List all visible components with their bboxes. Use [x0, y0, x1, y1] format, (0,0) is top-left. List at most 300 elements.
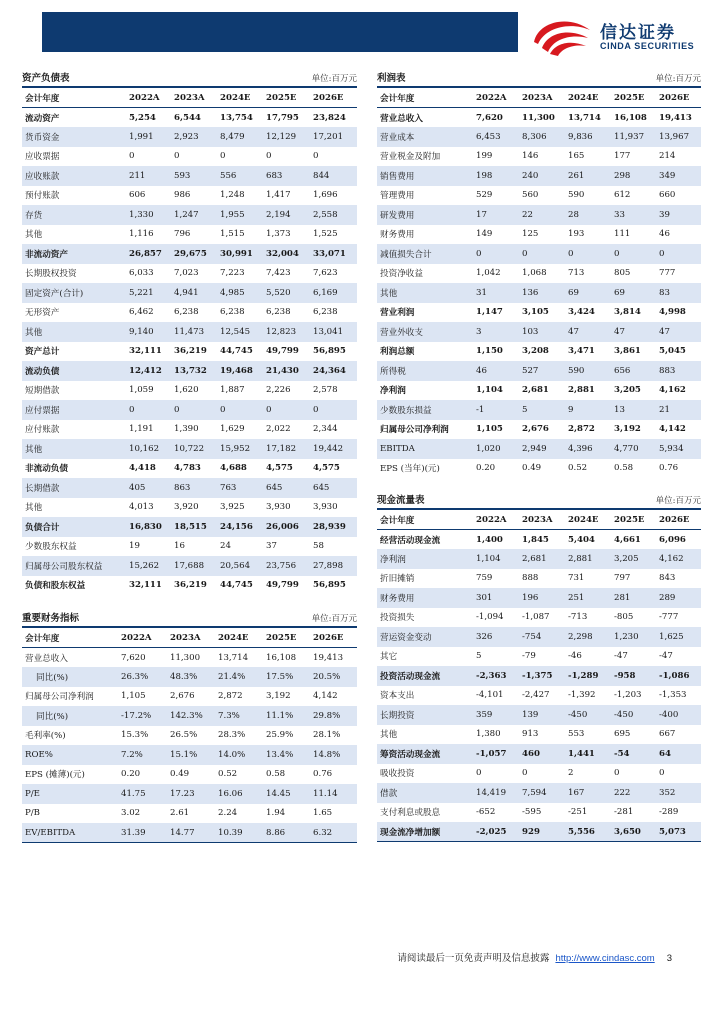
cell-value: 12,412 [126, 361, 171, 381]
column-header-year: 2024E [215, 628, 263, 648]
cell-value: 656 [611, 361, 656, 381]
table-row [377, 647, 701, 667]
cell-value: 0.76 [313, 769, 333, 780]
cell-value: 58 [313, 541, 324, 552]
cell-value: 28 [565, 205, 611, 225]
table-row [22, 205, 357, 225]
row-label: 应收票据 [25, 152, 60, 163]
cell-value: 177 [614, 151, 631, 162]
column-header-year: 2022A [126, 88, 171, 108]
table-row [22, 166, 357, 186]
column-header-year: 2022A [473, 88, 519, 108]
cell-value: -281 [614, 807, 634, 818]
cell-value: 913 [522, 729, 539, 740]
column-header-label: 会计年度 [377, 88, 473, 108]
table-row [377, 530, 701, 550]
table-row [22, 225, 357, 245]
row-label: 无形资产 [25, 308, 60, 319]
cell-value: 298 [611, 166, 656, 186]
cell-value: 214 [659, 151, 676, 162]
row-label: EPS (摊薄)(元) [25, 770, 85, 781]
cell-value: 15.3% [121, 730, 149, 741]
balance-sheet-title: 资产负债表 [22, 73, 70, 84]
cell-value: 0 [611, 244, 656, 264]
cell-value: 0 [220, 151, 226, 162]
cell-value: 13 [611, 400, 656, 420]
cell-value: 19 [129, 541, 140, 552]
cell-value: 3,192 [266, 691, 291, 702]
table-row [22, 648, 357, 668]
cell-value: 5,520 [263, 283, 310, 303]
row-label: 货币资金 [22, 127, 126, 147]
cell-value: 125 [522, 229, 539, 240]
ratios-table [22, 628, 357, 843]
cell-value: 843 [659, 573, 676, 584]
cell-value: 4,575 [313, 463, 340, 474]
table-row [377, 439, 701, 459]
cell-value: 1,515 [220, 229, 245, 240]
table-row [377, 322, 701, 342]
cell-value: 553 [568, 729, 585, 740]
cell-value: 3,930 [266, 502, 291, 513]
cell-value: 39 [656, 205, 701, 225]
cell-value: -289 [659, 807, 679, 818]
row-label: 长期投资 [377, 705, 473, 725]
cell-value: 4,162 [659, 385, 686, 396]
cell-value: 19,442 [310, 439, 357, 459]
cell-value: 3.02 [121, 808, 141, 819]
cell-value: 26,006 [263, 517, 310, 537]
cell-value: 805 [614, 268, 631, 279]
cell-value: 4,985 [217, 283, 263, 303]
table-row [377, 569, 701, 589]
table-row [377, 588, 701, 608]
row-label: 其他 [22, 439, 126, 459]
cell-value: 2,872 [218, 691, 243, 702]
cell-value: -1,353 [659, 690, 687, 701]
cell-value: 0 [266, 151, 272, 162]
table-row [22, 381, 357, 401]
cell-value: 986 [174, 190, 191, 201]
cell-value: 301 [473, 588, 519, 608]
cell-value: 103 [519, 322, 565, 342]
cell-value: 683 [263, 166, 310, 186]
cell-value: 11,473 [171, 322, 217, 342]
cell-value: 20.5% [310, 667, 357, 687]
cell-value: 44,745 [220, 346, 253, 357]
cell-value: 211 [126, 166, 171, 186]
table-row [377, 822, 701, 842]
table-row [22, 706, 357, 726]
cell-value: 7,620 [121, 652, 146, 663]
cell-value: 1,620 [174, 385, 199, 396]
cell-value: 6,544 [174, 112, 201, 123]
cell-value: -754 [519, 627, 565, 647]
cell-value: 460 [519, 744, 565, 764]
cell-value: 0 [522, 768, 528, 779]
cell-value: 5,556 [565, 822, 611, 842]
table-row [22, 361, 357, 381]
cell-value: 590 [568, 190, 585, 201]
cell-value: 19,413 [659, 112, 692, 123]
table-row [22, 745, 357, 765]
table-row [22, 147, 357, 167]
cell-value: 405 [126, 478, 171, 498]
cell-value: 1,955 [217, 205, 263, 225]
row-label: 长期借款 [22, 478, 126, 498]
cell-value: 0.76 [659, 463, 679, 474]
cell-value: 4,418 [129, 463, 156, 474]
column-header-year: 2025E [263, 88, 310, 108]
cell-value: 17.23 [167, 784, 215, 804]
cell-value: 2,872 [568, 424, 595, 435]
cell-value: 28,939 [310, 517, 357, 537]
cell-value: 10,722 [171, 439, 217, 459]
cinda-logo-icon [528, 12, 594, 58]
column-header-year: 2022A [473, 510, 519, 530]
cell-value: 2,681 [522, 385, 549, 396]
cell-value: -713 [568, 612, 588, 623]
row-label: 管理费用 [380, 191, 415, 202]
row-label: 营业成本 [377, 127, 473, 147]
cell-value: 16,108 [614, 112, 647, 123]
cell-value: 26,857 [126, 244, 171, 264]
cell-value: 15.1% [167, 745, 215, 765]
ratios-header [22, 610, 357, 624]
column-header-year: 2024E [565, 510, 611, 530]
row-label: 归属母公司股东权益 [22, 556, 126, 576]
cell-value: 21,430 [263, 361, 310, 381]
cell-value: 7,623 [313, 268, 338, 279]
cell-value: 193 [568, 229, 585, 240]
cell-value: 695 [614, 729, 631, 740]
footer-link[interactable]: http://www.cindasc.com [555, 953, 655, 964]
cell-value: 0.49 [522, 463, 542, 474]
table-row [377, 225, 701, 245]
cell-value: 41.75 [118, 784, 167, 804]
cell-value: -47 [614, 651, 628, 662]
income-table [377, 88, 701, 478]
cell-value: 1,150 [476, 346, 503, 357]
cell-value: 844 [310, 166, 357, 186]
cell-value: 777 [659, 268, 676, 279]
cell-value: 17,201 [310, 127, 357, 147]
cell-value: 6,238 [266, 307, 291, 318]
cell-value: -1,094 [476, 612, 504, 623]
cell-value: 29,675 [171, 244, 217, 264]
cell-value: 261 [565, 166, 611, 186]
cell-value: 4,941 [171, 283, 217, 303]
column-header-year: 2026E [656, 510, 701, 530]
row-label: 其他 [22, 322, 126, 342]
column-header-year: 2026E [656, 88, 701, 108]
ratios-unit: 单位:百万元 [311, 614, 357, 624]
cell-value: 2,681 [519, 549, 565, 569]
row-label: 研发费用 [377, 205, 473, 225]
cell-value: -1,289 [565, 666, 611, 686]
cell-value: 7.2% [118, 745, 167, 765]
row-label: 吸收投资 [380, 769, 415, 780]
cell-value: 3 [473, 322, 519, 342]
ratios-column-header-row [22, 628, 357, 648]
cell-value: 796 [174, 229, 191, 240]
cell-value: 731 [568, 573, 585, 584]
cell-value: 11,937 [611, 127, 656, 147]
cell-value: 2.61 [170, 808, 190, 819]
balance-sheet-unit: 单位:百万元 [311, 74, 357, 84]
row-label: 归属母公司净利润 [25, 692, 94, 703]
cell-value: -2,363 [473, 666, 519, 686]
table-row [22, 556, 357, 576]
cell-value: 0 [263, 400, 310, 420]
row-label: 销售费用 [377, 166, 473, 186]
cell-value: 29.8% [310, 706, 357, 726]
cell-value: 14.0% [215, 745, 263, 765]
table-row [22, 439, 357, 459]
table-row [22, 784, 357, 804]
cell-value: 13.4% [263, 745, 310, 765]
cell-value: 7.3% [215, 706, 263, 726]
cell-value: 22 [519, 205, 565, 225]
row-label: 营业外收支 [377, 322, 473, 342]
column-header-year: 2026E [310, 628, 357, 648]
table-row [377, 783, 701, 803]
cell-value: 16.06 [215, 784, 263, 804]
cell-value: 2.24 [218, 808, 238, 819]
column-header-year: 2023A [171, 88, 217, 108]
cell-value: 14.8% [310, 745, 357, 765]
cell-value: 199 [476, 151, 493, 162]
table-row [377, 549, 701, 569]
row-label: 资本支出 [380, 691, 415, 702]
cell-value: 28.1% [313, 730, 341, 741]
row-label: 少数股东权益 [25, 542, 77, 553]
table-row [377, 608, 701, 628]
table-row [22, 322, 357, 342]
cell-value: 6,096 [659, 534, 686, 545]
table-row [377, 627, 701, 647]
cell-value: 16 [174, 541, 185, 552]
balance-sheet-header [22, 70, 357, 84]
column-header-year: 2024E [217, 88, 263, 108]
cell-value: 1,330 [126, 205, 171, 225]
column-header-label: 会计年度 [22, 628, 118, 648]
cell-value: 2,881 [565, 549, 611, 569]
cell-value: 4,770 [611, 439, 656, 459]
cell-value: 3,861 [614, 346, 641, 357]
cell-value: 56,895 [313, 580, 346, 591]
row-label: 支付利息或股息 [380, 808, 441, 819]
cell-value: 56,895 [313, 346, 346, 357]
cell-value: 17 [473, 205, 519, 225]
row-label: 流动负债 [22, 361, 126, 381]
table-row [377, 381, 701, 401]
cell-value: 30,991 [217, 244, 263, 264]
cell-value: 2,676 [522, 424, 549, 435]
cell-value: 9,140 [126, 322, 171, 342]
cell-value: 4,142 [659, 424, 686, 435]
cell-value: 0 [476, 768, 482, 779]
cell-value: 612 [614, 190, 631, 201]
cell-value: 4,575 [266, 463, 293, 474]
row-label: 应收账款 [22, 166, 126, 186]
table-row [22, 303, 357, 323]
cell-value: 16,830 [126, 517, 171, 537]
row-label: 净利润 [380, 386, 406, 397]
cell-value: 24,364 [310, 361, 357, 381]
cell-value: 136 [519, 283, 565, 303]
cell-value: 19,413 [313, 652, 344, 663]
cell-value: 4,396 [565, 439, 611, 459]
row-label: EV/EBITDA [22, 823, 118, 843]
cell-value: 1.65 [313, 808, 333, 819]
cell-value: 26.3% [118, 667, 167, 687]
cell-value: 12,823 [263, 322, 310, 342]
cell-value: 31 [473, 283, 519, 303]
cell-value: 37 [266, 541, 277, 552]
table-row [377, 186, 701, 206]
row-label: 应付账款 [25, 425, 60, 436]
cell-value: 763 [217, 478, 263, 498]
table-row [377, 725, 701, 745]
cell-value: 3,192 [614, 424, 641, 435]
cell-value: 3,424 [568, 307, 595, 318]
cell-value: -595 [522, 807, 542, 818]
cell-value: 556 [217, 166, 263, 186]
cashflow-table [377, 510, 701, 842]
cell-value: 713 [568, 268, 585, 279]
cell-value: 0.52 [218, 769, 238, 780]
cell-value: 165 [568, 151, 585, 162]
table-row [377, 283, 701, 303]
column-header-year: 2024E [565, 88, 611, 108]
cell-value: 10,162 [126, 439, 171, 459]
cell-value: -79 [522, 651, 536, 662]
cell-value: 0.58 [266, 769, 286, 780]
cell-value: 590 [565, 361, 611, 381]
cell-value: 1,991 [126, 127, 171, 147]
table-row [377, 244, 701, 264]
cell-value: 6,238 [313, 307, 338, 318]
cell-value: -46 [568, 651, 582, 662]
cinda-logo [528, 12, 718, 58]
row-label: 归属母公司净利润 [380, 425, 449, 436]
cell-value: 69 [565, 283, 611, 303]
cell-value: 0 [171, 400, 217, 420]
cell-value: 146 [522, 151, 539, 162]
cell-value: 1,625 [656, 627, 701, 647]
cell-value: 7,423 [266, 268, 291, 279]
row-label: 利润总额 [380, 347, 415, 358]
table-row [22, 537, 357, 557]
table-row [22, 459, 357, 479]
cell-value: 0.49 [170, 769, 190, 780]
cell-value: 1,247 [171, 205, 217, 225]
row-label: EBITDA [377, 439, 473, 459]
table-row [22, 804, 357, 824]
cell-value: 36,219 [174, 346, 207, 357]
table-row [377, 303, 701, 323]
table-row [22, 576, 357, 596]
row-label: 毛利率(%) [25, 731, 66, 742]
cell-value: -1,086 [656, 666, 701, 686]
cell-value: 3,930 [313, 502, 338, 513]
cell-value: 1,380 [476, 729, 501, 740]
cell-value: 2,194 [263, 205, 310, 225]
cell-value: 759 [476, 573, 493, 584]
cell-value: 17.5% [263, 667, 310, 687]
cell-value: 13,714 [568, 112, 601, 123]
cell-value: 49,799 [266, 580, 299, 591]
column-header-label: 会计年度 [377, 510, 473, 530]
cell-value: 13,967 [656, 127, 701, 147]
cell-value: 606 [129, 190, 146, 201]
cell-value: 26.5% [170, 730, 198, 741]
cell-value: 0 [656, 244, 701, 264]
cell-value: 1,373 [266, 229, 291, 240]
cell-value: 167 [565, 783, 611, 803]
table-row [377, 166, 701, 186]
page-footer [397, 950, 672, 964]
cell-value: 31.39 [118, 823, 167, 843]
cell-value: -4,101 [476, 690, 504, 701]
row-label: 其他 [25, 230, 43, 241]
cell-value: 47 [611, 322, 656, 342]
table-row [377, 205, 701, 225]
cell-value: 0 [614, 768, 620, 779]
cell-value: 8,306 [519, 127, 565, 147]
table-row [22, 420, 357, 440]
row-label: 资产总计 [25, 347, 60, 358]
cell-value: 198 [473, 166, 519, 186]
row-label: P/E [22, 784, 118, 804]
cell-value: 8,479 [217, 127, 263, 147]
row-label: 同比(%) [22, 706, 118, 726]
cell-value: 593 [171, 166, 217, 186]
logo-text-cn: 信达证券 [600, 23, 676, 43]
cell-value: 47 [656, 322, 701, 342]
row-label: 预付账款 [25, 191, 60, 202]
cell-value: 6,238 [220, 307, 245, 318]
row-label: 固定资产(合计) [22, 283, 126, 303]
table-row [22, 765, 357, 785]
cell-value: 6,033 [129, 268, 154, 279]
table-row [22, 687, 357, 707]
cell-value: 289 [656, 588, 701, 608]
cell-value: 20,564 [217, 556, 263, 576]
cell-value: 7,594 [519, 783, 565, 803]
cell-value: -450 [611, 705, 656, 725]
row-label: 营业利润 [380, 308, 415, 319]
table-row [22, 342, 357, 362]
cell-value: 929 [519, 822, 565, 842]
cell-value: 3,814 [614, 307, 641, 318]
cell-value: 2,949 [519, 439, 565, 459]
table-row [377, 803, 701, 823]
cell-value: 1,248 [220, 190, 245, 201]
row-label: 其它 [380, 652, 398, 663]
cell-value: 251 [565, 588, 611, 608]
cell-value: -1,375 [519, 666, 565, 686]
cell-value: 14.45 [263, 784, 310, 804]
cell-value: 23,756 [263, 556, 310, 576]
cell-value: 196 [519, 588, 565, 608]
column-header-label: 会计年度 [22, 88, 126, 108]
cell-value: 15,952 [217, 439, 263, 459]
cell-value: 0 [313, 151, 319, 162]
cell-value: 1,417 [266, 190, 291, 201]
cell-value: 222 [611, 783, 656, 803]
